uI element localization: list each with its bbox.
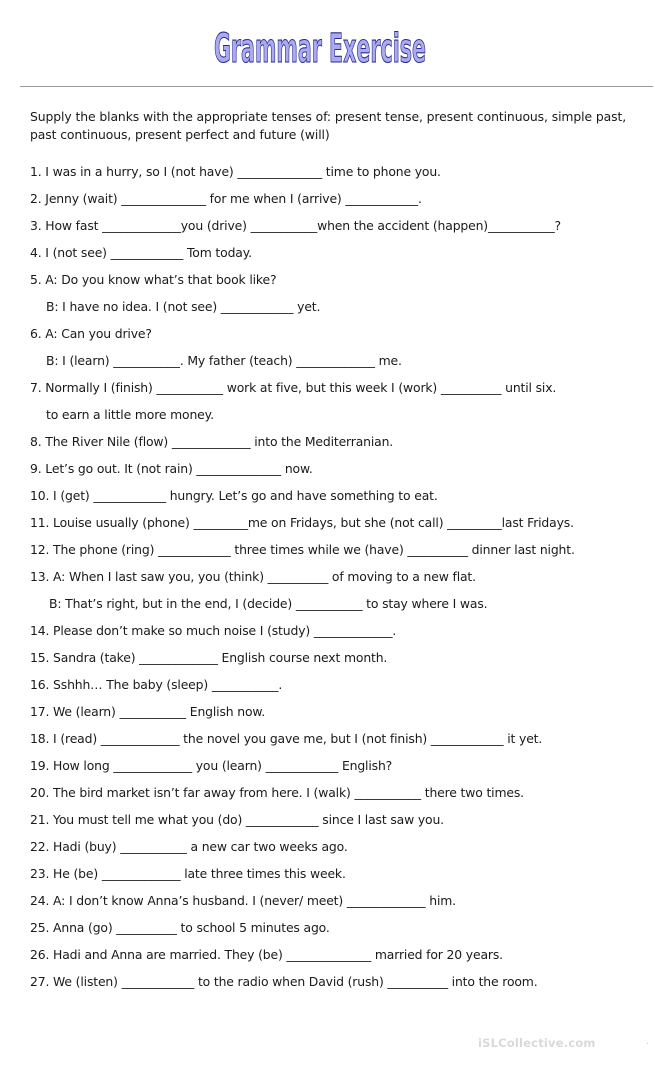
exercise-line: 9. Let’s go out. It (not rain) ______________ now. xyxy=(30,461,313,476)
exercise-line: to earn a little more money. xyxy=(46,407,214,422)
exercise-line: 26. Hadi and Anna are married. They (be) ______________ married for 20 years. xyxy=(30,947,503,962)
exercise-line: 8. The River Nile (flow) _____________ into the Mediterranian. xyxy=(30,434,394,449)
title-graphic xyxy=(0,14,655,76)
footer-dot: . xyxy=(646,1036,650,1047)
exercise-line: 22. Hadi (buy) ___________ a new car two weeks ago. xyxy=(30,839,348,854)
exercise-line: 27. We (listen) ____________ to the radio when David (rush) __________ into the room. xyxy=(30,974,538,989)
exercise-line: 10. I (get) ____________ hungry. Let’s go and have something to eat. xyxy=(30,488,438,503)
exercise-line: 6. A: Can you drive? xyxy=(30,326,152,341)
exercise-line: 15. Sandra (take) _____________ English course next month. xyxy=(30,650,388,665)
exercise-line: B: I (learn) ___________. My father (teach) _____________ me. xyxy=(46,353,402,368)
exercise-line: B: That’s right, but in the end, I (decide) ___________ to stay where I was. xyxy=(49,596,488,611)
title-divider xyxy=(20,86,653,87)
title-banner xyxy=(0,14,655,76)
exercise-line: 7. Normally I (finish) ___________ work at five, but this week I (work) __________ until six. xyxy=(30,380,557,395)
exercise-line: 19. How long _____________ you (learn) ____________ English? xyxy=(30,758,393,773)
footer-brand: iSLCollective.com xyxy=(478,1036,596,1050)
exercise-line: 1. I was in a hurry, so I (not have) ______________ time to phone you. xyxy=(30,164,441,179)
exercise-line: B: I have no idea. I (not see) ____________ yet. xyxy=(46,299,321,314)
exercise-line: 16. Sshhh… The baby (sleep) ___________. xyxy=(30,677,283,692)
exercise-line: 12. The phone (ring) ____________ three times while we (have) __________ dinner last night. xyxy=(30,542,575,557)
exercise-line: 3. How fast _____________you (drive) ___________when the accident (happen)___________? xyxy=(30,218,561,233)
exercise-line: 5. A: Do you know what’s that book like? xyxy=(30,272,277,287)
page-title: Grammar Exercise xyxy=(214,26,426,72)
exercise-line: 14. Please don’t make so much noise I (study) _____________. xyxy=(30,623,397,638)
exercise-line: 17. We (learn) ___________ English now. xyxy=(30,704,266,719)
exercise-line: 2. Jenny (wait) ______________ for me when I (arrive) ____________. xyxy=(30,191,422,206)
exercise-line: 18. I (read) _____________ the novel you gave me, but I (not finish) ____________ it yet. xyxy=(30,731,543,746)
exercise-list xyxy=(30,160,640,997)
exercise-line: 11. Louise usually (phone) _________me on Fridays, but she (not call) _________last Fridays. xyxy=(30,515,574,530)
exercise-line: 21. You must tell me what you (do) ____________ since I last saw you. xyxy=(30,812,444,827)
exercise-line: 24. A: I don’t know Anna’s husband. I (never/ meet) _____________ him. xyxy=(30,893,456,908)
exercise-line: 23. He (be) _____________ late three times this week. xyxy=(30,866,346,881)
exercise-line: 4. I (not see) ____________ Tom today. xyxy=(30,245,252,260)
exercise-line: 25. Anna (go) __________ to school 5 minutes ago. xyxy=(30,920,330,935)
exercise-line: 13. A: When I last saw you, you (think) __________ of moving to a new flat. xyxy=(30,569,476,584)
exercise-line: 20. The bird market isn’t far away from here. I (walk) ___________ there two times. xyxy=(30,785,524,800)
instructions: Supply the blanks with the appropriate tenses of: present tense, present continuous, simple past, past continuous, present perfect and future (will) xyxy=(30,109,627,142)
